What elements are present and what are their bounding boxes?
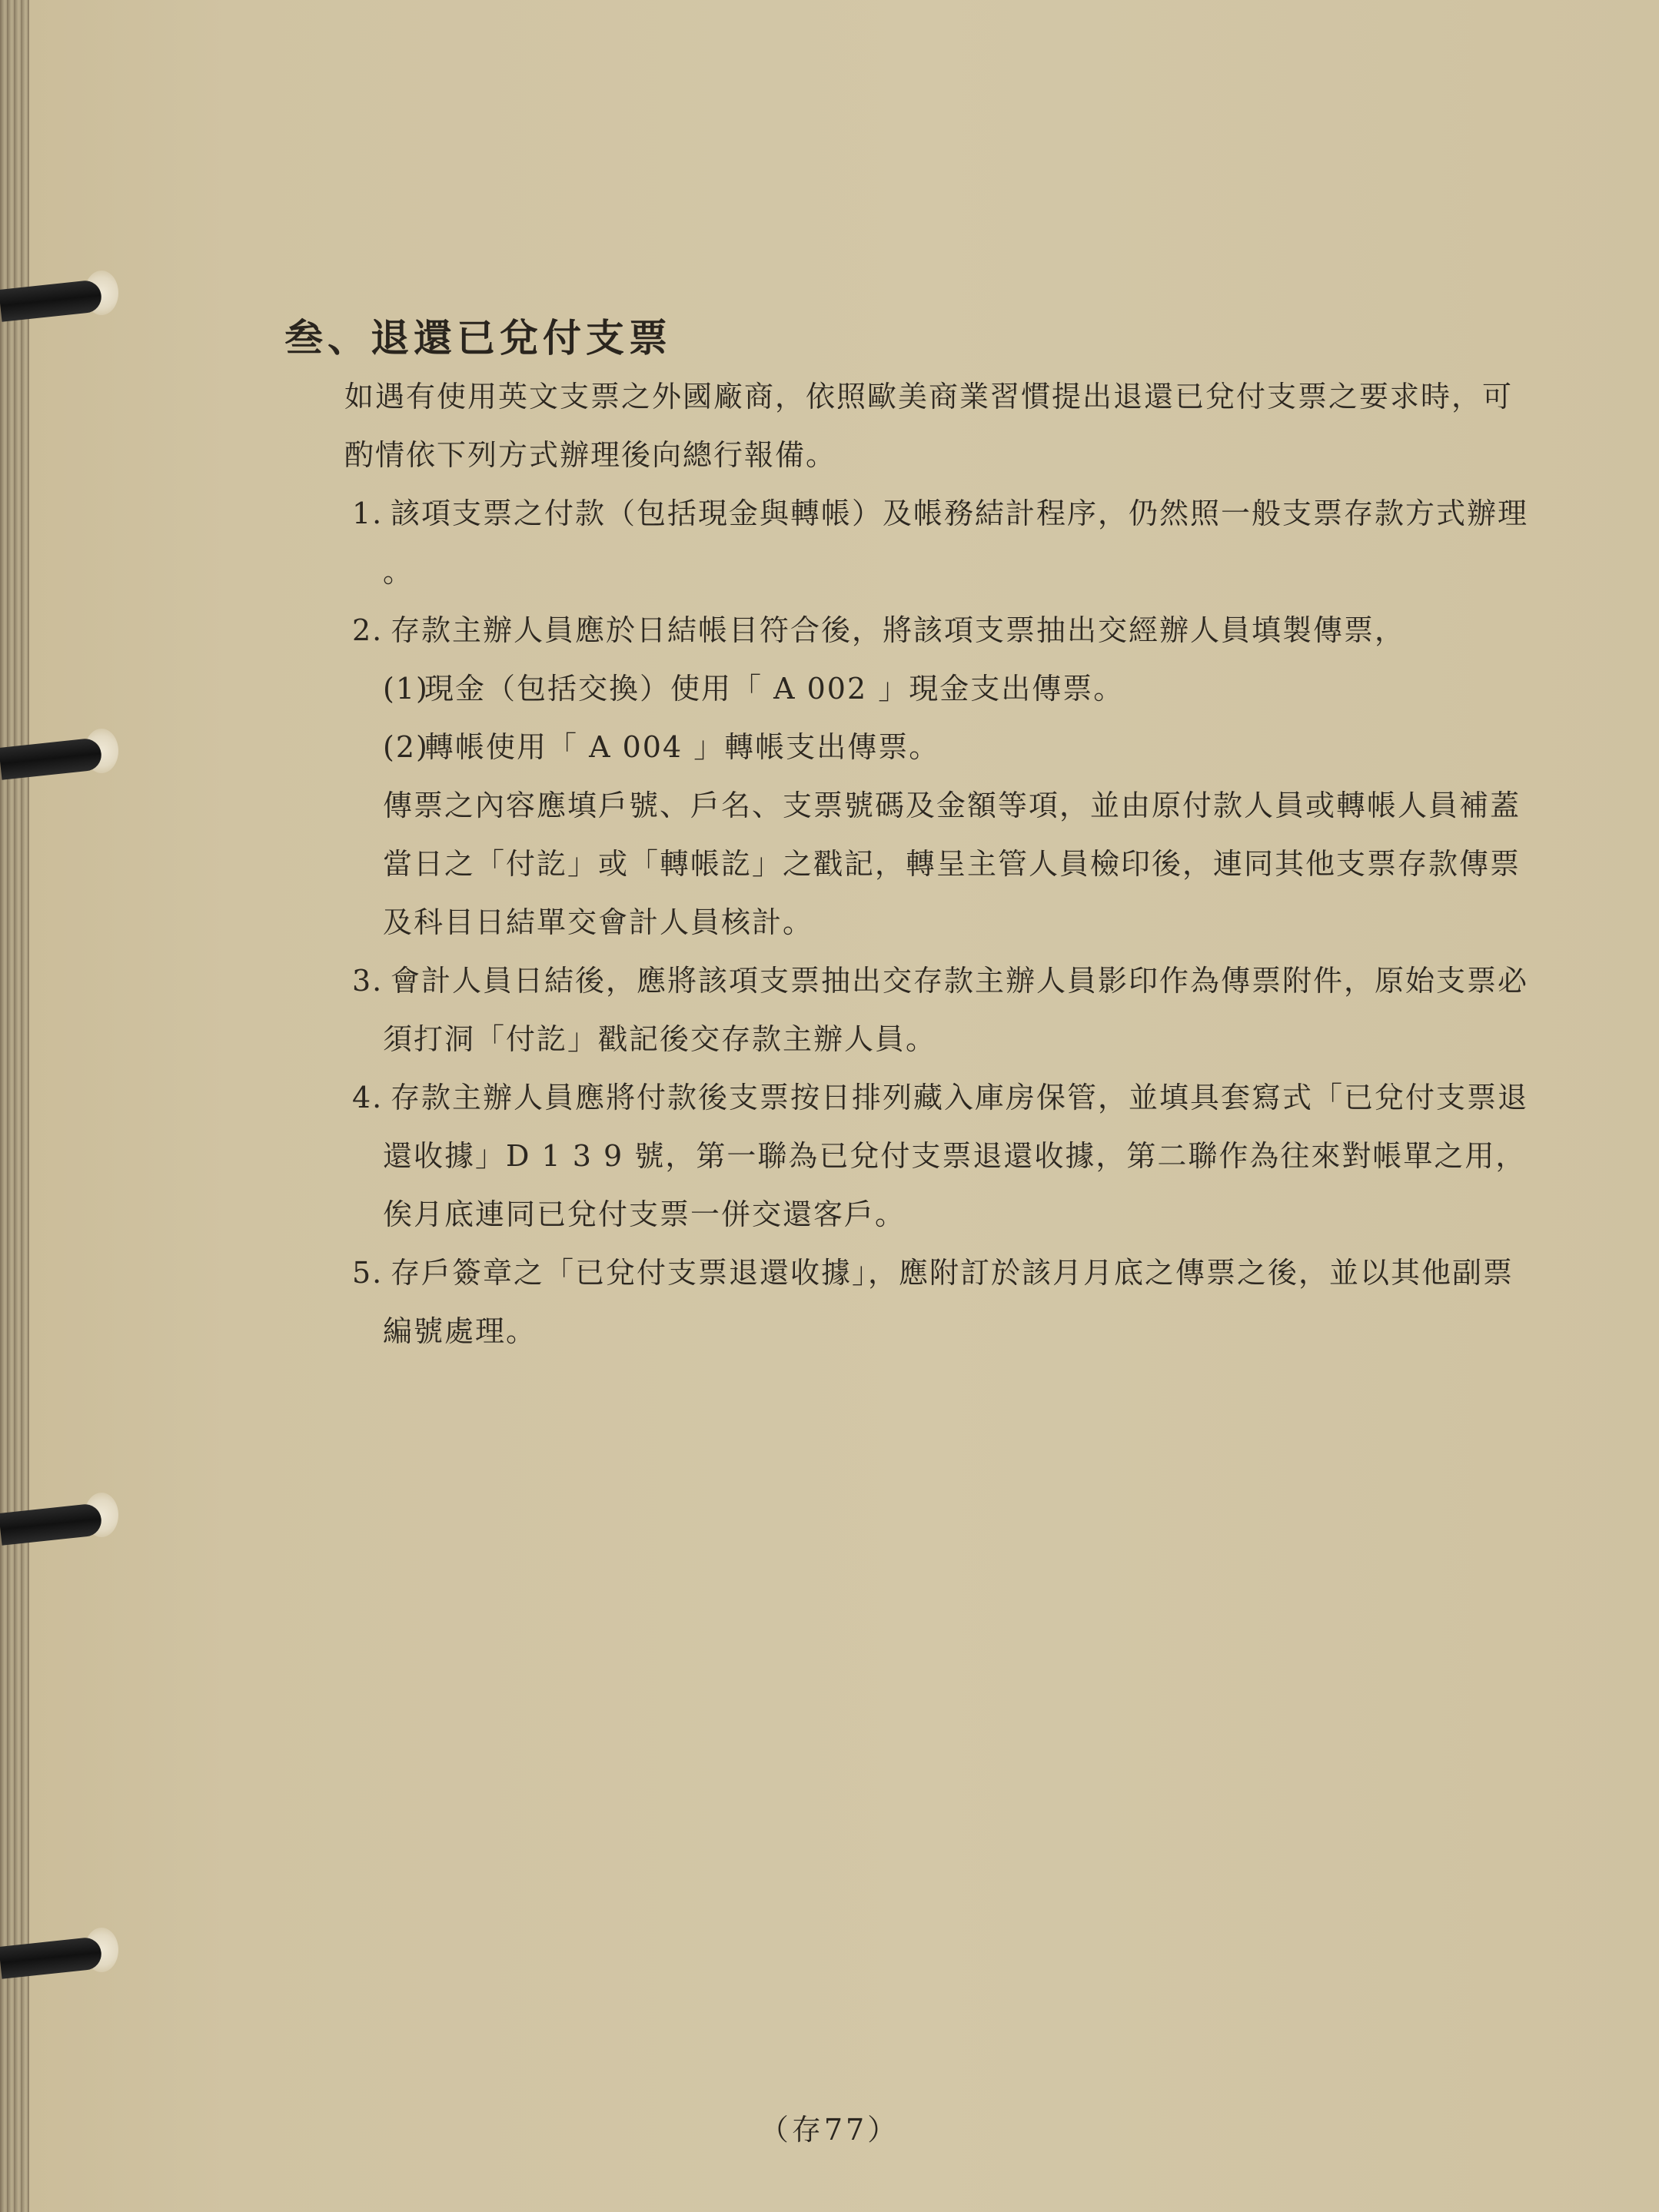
list-item	[344, 601, 1567, 952]
intro-line: 酌情依下列方式辦理後向總行報備。	[344, 438, 837, 472]
list-item	[344, 484, 1567, 601]
item-text: 須打洞「付訖」戳記後交存款主辦人員。	[383, 1022, 937, 1056]
sub-item	[383, 718, 1567, 776]
item-number: 5.	[352, 1256, 384, 1290]
page-edge	[0, 0, 29, 2212]
item-text: 編號處理。	[383, 1314, 537, 1348]
section-heading: 叁、退還已兌付支票	[284, 315, 672, 360]
document-body	[344, 367, 1567, 1360]
intro-paragraph	[344, 367, 1567, 484]
item-text: 。	[383, 555, 414, 589]
sub-item-text: 現金（包括交換）使用「 A 002 」現金支出傳票。	[424, 672, 1125, 706]
item-text: 存款主辦人員應於日結帳目符合後，將該項支票抽出交經辦人員填製傳票，	[391, 613, 1406, 647]
item-number: 2.	[352, 613, 384, 647]
list-item	[344, 1068, 1567, 1244]
item-text: 還收據」D 1 3 9 號，第一聯為已兌付支票退還收據，第二聯作為往來對帳單之用，	[383, 1139, 1527, 1173]
item-text: 該項支票之付款（包括現金與轉帳）及帳務結計程序，仍然照一般支票存款方式辦理	[391, 497, 1529, 530]
intro-line: 如遇有使用英文支票之外國廠商，依照歐美商業習慣提出退還已兌付支票之要求時，可	[344, 380, 1514, 414]
item-text: 傳票之內容應填戶號、戶名、支票號碼及金額等項，並由原付款人員或轉帳人員補蓋	[383, 789, 1521, 822]
sub-item-marker: (1)	[383, 672, 429, 706]
sub-item-marker: (2)	[383, 730, 429, 764]
list-item	[344, 952, 1567, 1068]
item-text: 俟月底連同已兌付支票一併交還客戶。	[383, 1197, 906, 1231]
sub-item-text: 轉帳使用「 A 004 」轉帳支出傳票。	[424, 730, 940, 764]
item-number: 1.	[352, 497, 384, 530]
list-item	[344, 1244, 1567, 1360]
item-text: 會計人員日結後，應將該項支票抽出交存款主辦人員影印作為傳票附件，原始支票必	[391, 964, 1529, 998]
item-text: 存款主辦人員應將付款後支票按日排列藏入庫房保管，並填具套寫式「已兌付支票退	[391, 1081, 1529, 1114]
page-number: （存77）	[759, 2113, 900, 2147]
item-number: 4.	[352, 1081, 384, 1114]
item-number: 3.	[352, 964, 384, 998]
item-text: 存戶簽章之「已兌付支票退還收據」，應附訂於該月月底之傳票之後，並以其他副票	[391, 1256, 1514, 1290]
sub-item	[383, 659, 1567, 718]
item-text: 及科目日結單交會計人員核計。	[383, 905, 814, 939]
item-text: 當日之「付訖」或「轉帳訖」之戳記，轉呈主管人員檢印後，連同其他支票存款傳票	[383, 847, 1521, 881]
